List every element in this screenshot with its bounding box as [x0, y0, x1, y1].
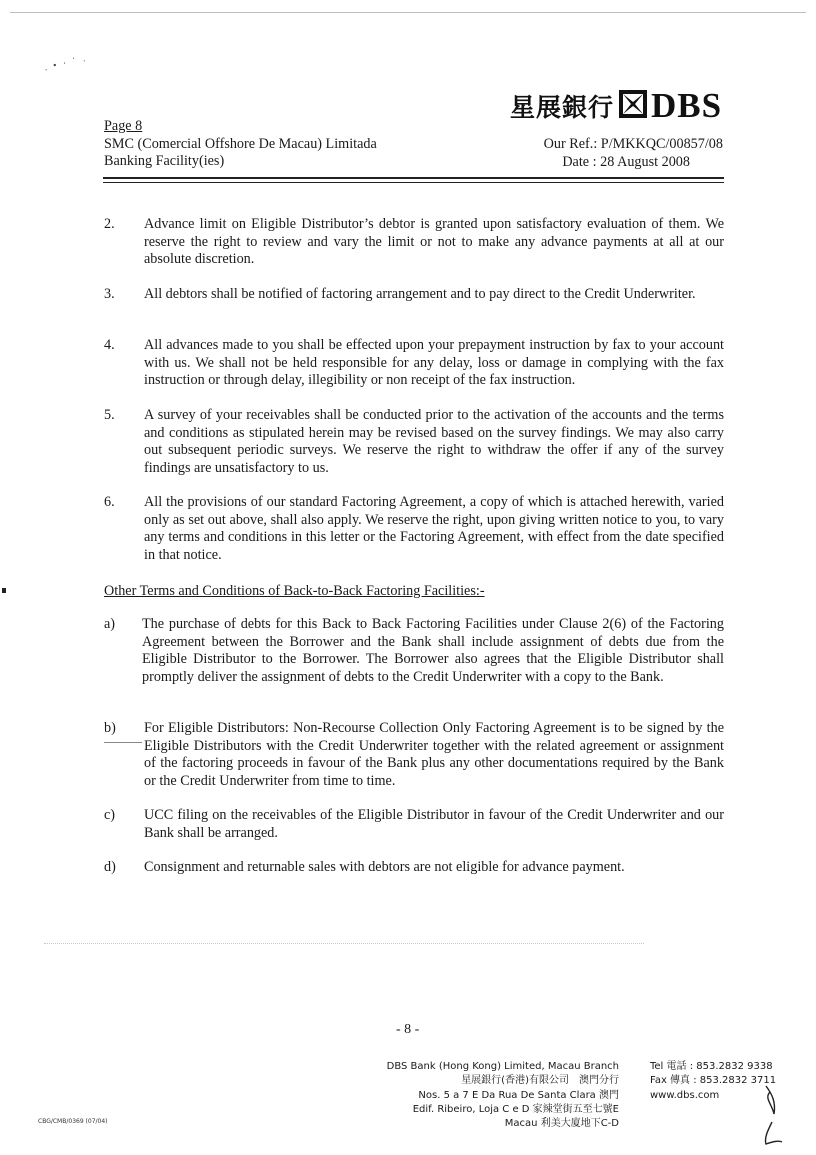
sub-clause-c: [104, 807, 724, 842]
clause-text: All advances made to you shall be effected upon your prepayment instruction by fax to your account with us. We shall not be held responsible for any delay, loss or damage in complying with the fax instruction or through delay, illegibility or non receipt of the fax instruction.: [144, 337, 724, 389]
dbs-x-mark-icon: [619, 90, 647, 123]
clause-3: [104, 286, 724, 304]
scan-specks: . • · ˙ ˒: [43, 53, 89, 74]
header-thick-rule: [103, 177, 724, 179]
clause-text: A survey of your receivables shall be conducted prior to the activation of the accounts and the terms and conditions as stipulated herein may be revised based on the survey findings. We may also carry out subsequent periodic surveys. We reserve the right to withdraw the offer if any of the survey findings are unsatisfactory to us.: [144, 407, 724, 476]
clause-text: Advance limit on Eligible Distributor’s debtor is granted upon satisfactory evaluation of them. We reserve the right to review and vary the limit or not to make any advance payments at all at our absolute discretion.: [144, 216, 724, 268]
clause-5: [104, 407, 724, 477]
letter-date: Date : 28 August 2008: [562, 153, 690, 170]
other-terms-heading: Other Terms and Conditions of Back-to-Back Factoring Facilities:-: [104, 583, 485, 599]
clause-number: 3.: [104, 286, 115, 302]
handwritten-initials: [752, 1080, 792, 1155]
scan-dotted-line: [44, 943, 644, 944]
clause-4: [104, 337, 724, 390]
address-line: Macau 利美大廈地下C-D: [504, 1118, 619, 1130]
margin-mark: [2, 588, 6, 593]
clause-number: 6.: [104, 494, 115, 510]
our-reference: Our Ref.: P/MKKQC/00857/08: [543, 136, 723, 152]
dbs-logo: [510, 86, 722, 126]
sub-clause-text: For Eligible Distributors: Non-Recourse Collection Only Factoring Agreement is to be signed by the Eligible Distributors with the Credit Underwriter together with the related agreement or assignment of the factoring proceeds in favour of the Bank plus any other documentations required by the Bank or the Credit Underwriter from time to time.: [144, 720, 724, 789]
sub-clause-letter: b): [104, 720, 116, 736]
clause-text: All debtors shall be notified of factoring arrangement and to pay direct to the Credit Underwriter.: [144, 286, 696, 302]
sub-clause-letter: d): [104, 859, 116, 875]
letter-header-left: [104, 118, 377, 171]
form-code: CBG/CMB/0369 (07/04): [38, 1118, 108, 1125]
clause-text: All the provisions of our standard Factoring Agreement, a copy of which is attached herewith, varied only as set out above, shall also apply. We reserve the right, upon giving written notice to you, to vary any terms and conditions in this letter or the Factoring Agreement, with effect from the date specified in that notice.: [144, 494, 724, 563]
fax: Fax 傳真 : 853.2832 3711: [650, 1075, 777, 1087]
sub-clause-b: [104, 720, 724, 790]
clause-6: [104, 494, 724, 564]
sub-clause-letter: c): [104, 807, 116, 823]
footer-address: [387, 1060, 619, 1131]
company-name: SMC (Comercial Offshore De Macau) Limitada: [104, 135, 377, 152]
address-line: DBS Bank (Hong Kong) Limited, Macau Branch: [386, 1061, 619, 1072]
sub-clause-letter: a): [104, 616, 116, 632]
address-line: Edif. Ribeiro, Loja C e D 家辣堂街五至七號E: [412, 1103, 619, 1115]
telephone: Tel 電話 : 853.2832 9338: [650, 1061, 773, 1072]
clause-number: 4.: [104, 337, 115, 353]
scan-faint-rule: [104, 742, 142, 743]
page-number: - 8 -: [396, 1022, 420, 1037]
header-thin-rule: [103, 182, 724, 183]
sub-clause-a: [104, 616, 724, 686]
clause-number: 2.: [104, 216, 115, 232]
page-label: Page 8: [104, 118, 143, 134]
letter-header-right: [544, 136, 723, 171]
logo-english-text: DBS: [651, 86, 723, 125]
sub-clause-text: UCC filing on the receivables of the Eligible Distributor in favour of the Credit Underwriter and our Bank shall be arranged.: [144, 807, 724, 841]
website-link[interactable]: www.dbs.com: [650, 1089, 720, 1101]
sub-clause-text: The purchase of debts for this Back to Back Factoring Facilities under Clause 2(6) of the Factoring Agreement between the Borrower and the Bank shall include assignment of debts due from the Eligible Distributor to the Borrower. The Borrower also agrees that the Eligible Distributor shall promptly deliver the assignment of debts to the Credit Underwriter with a copy to the Bank.: [142, 616, 724, 685]
clause-2: [104, 216, 724, 269]
address-line: Nos. 5 a 7 E Da Rua De Santa Clara 澳門: [418, 1089, 619, 1101]
scan-edge-rule: [10, 12, 806, 13]
logo-chinese-text: 星展銀行: [510, 93, 615, 122]
clause-number: 5.: [104, 407, 115, 423]
sub-clause-text: Consignment and returnable sales with debtors are not eligible for advance payment.: [144, 859, 625, 875]
letter-subject: Banking Facility(ies): [104, 153, 225, 169]
address-line: 星展銀行(香港)有限公司 澳門分行: [461, 1075, 619, 1087]
sub-clause-d: [104, 859, 724, 877]
